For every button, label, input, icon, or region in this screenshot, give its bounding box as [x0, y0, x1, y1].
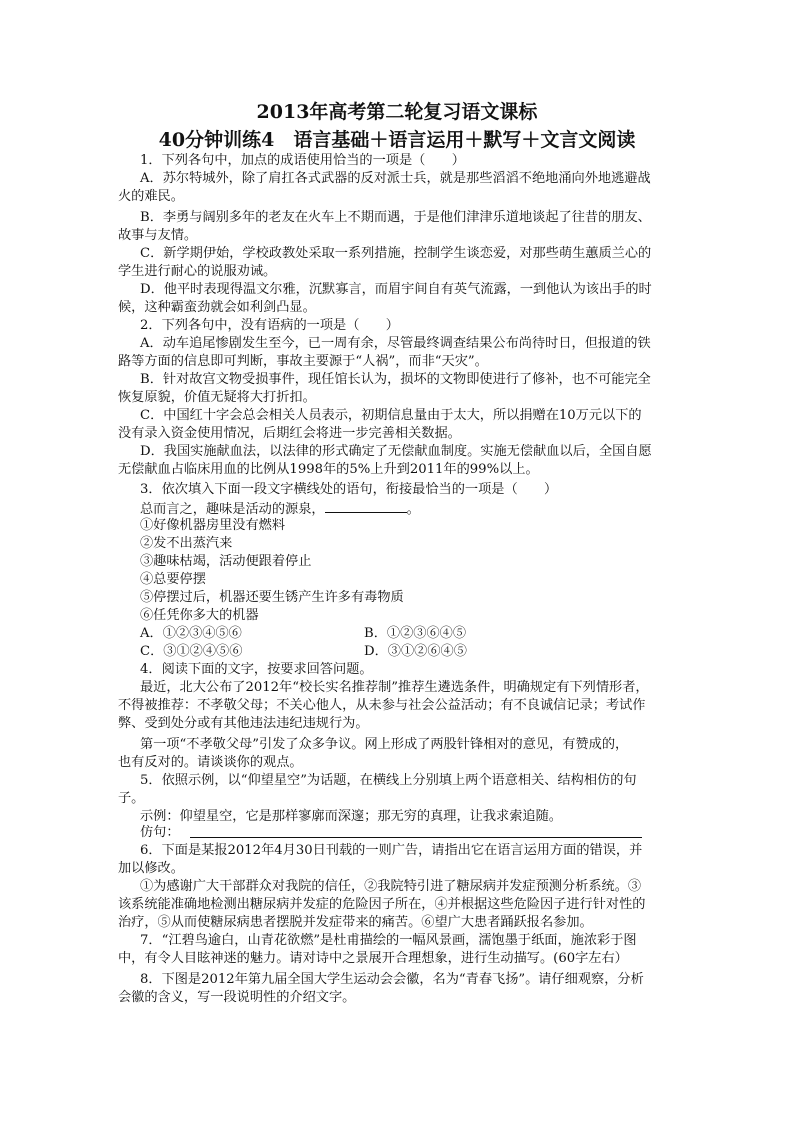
q7-stem: 7．“江碧鸟逾白，山青花欲燃”是杜甫描绘的一幅风景画，濡饱墨于纸面，施浓彩于图: [140, 933, 637, 948]
document-title: 2013年高考第二轮复习语文课标: [256, 101, 538, 123]
q2-option-b: B．针对故宫文物受损事件，现任馆长认为，损坏的文物即使进行了修补，也不可能完全: [140, 372, 651, 387]
q3-passage-end: 。: [406, 502, 420, 517]
q3-option-a: A．①②③④⑤⑥: [140, 626, 242, 641]
q3-item-4: ④总要停摆: [140, 572, 206, 587]
q2-option-d-cont: 无偿献血占临床用血的比例从1998年的5%上升到2011年的99%以上。: [118, 462, 539, 477]
q4-passage-4: 第一项“不孝敬父母”引发了众多争议。网上形成了两股针锋相对的意见，有赞成的，: [140, 737, 629, 752]
q1-option-a: A．苏尔特城外，除了肩扛各式武器的反对派士兵，就是那些滔滔不绝地涌向外地逃避战: [140, 171, 651, 186]
answer-blank: [325, 499, 407, 513]
q3-option-c: C．③①②④⑤⑥: [140, 644, 243, 659]
q3-passage-text: 总而言之，趣味是活动的源泉，: [140, 502, 325, 517]
q2-option-d: D．我国实施献血法，以法律的形式确定了无偿献血制度。实施无偿献血以后，全国自愿: [140, 444, 652, 459]
q4-passage-3: 弊、受到处分或有其他违法违纪违规行为。: [118, 716, 369, 731]
q6-ad-2: 该系统能准确地检测出糖尿病并发症的危险因子所在，④并根据这些危险因子进行针对性的: [118, 897, 646, 912]
q2-option-c-cont: 没有录入资金使用情况，后期红会将进一步完善相关数据。: [118, 426, 461, 441]
q5-stem-cont: 子。: [118, 791, 145, 806]
q3-stem: 3．依次填入下面一段文字横线处的语句，衔接最恰当的一项是（ ）: [140, 482, 558, 497]
q2-option-a: A．动车追尾惨剧发生至今，已一周有余，尽管最终调查结果公布尚待时日，但报道的铁: [140, 336, 651, 351]
q8-stem-cont: 会徽的含义，写一段说明性的介绍文字。: [118, 990, 356, 1005]
q5-stem: 5．依照示例，以“仰望星空”为话题，在横线上分别填上两个语意相关、结构相仿的句: [140, 773, 637, 788]
q8-stem: 8．下图是2012年第九届全国大学生运动会会徽，名为“青春飞扬”。请仔细观察，分析: [140, 972, 644, 987]
q3-item-5: ⑤停摆过后，机器还要生锈产生许多有毒物质: [140, 590, 404, 605]
q3-item-3: ③趣味枯竭，活动便跟着停止: [140, 554, 312, 569]
q1-option-d: D．他平时表现得温文尔雅，沉默寡言，而眉宇间自有英气流露，一到他认为该出手的时: [140, 282, 652, 297]
q2-stem: 2．下列各句中，没有语病的一项是（ ）: [140, 318, 399, 333]
q1-option-c-cont: 学生进行耐心的说服劝诫。: [118, 264, 277, 279]
q2-option-c: C．中国红十字会总会相关人员表示，初期信息量由于太大，所以捐赠在10万元以下的: [140, 408, 642, 423]
document-subtitle: 40分钟训练4 语言基础＋语言运用＋默写＋文言文阅读: [158, 129, 636, 151]
q7-stem-cont: 中，有令人目眩神迷的魅力。请对诗中之景展开合理想象，进行生动描写。(60字左右）: [118, 951, 628, 966]
q3-item-6: ⑥任凭你多大的机器: [140, 608, 259, 623]
q4-stem: 4．阅读下面的文字，按要求回答问题。: [140, 662, 373, 677]
q1-option-b-cont: 故事与友情。: [118, 228, 198, 243]
q6-ad-3: 治疗，⑤从而使糖尿病患者摆脱并发症带来的痛苦。⑥望广大患者踊跃报名参加。: [118, 915, 593, 930]
q3-option-b: B．①②③⑥④⑤: [364, 626, 467, 641]
q1-option-d-cont: 候，这种霸蛮劲就会如利剑凸显。: [118, 300, 316, 315]
q5-example: 示例：仰望星空，它是那样寥廓而深邃；那无穷的真理，让我求索追随。: [140, 809, 562, 824]
answer-line: [190, 836, 642, 838]
q4-passage-2: 不得被推荐：不孝敬父母；不关心他人，从未参与社会公益活动；有不良诚信记录；考试作: [118, 698, 646, 713]
q4-passage-5: 也有反对的。请谈谈你的观点。: [118, 755, 303, 770]
q6-stem-cont: 加以修改。: [118, 861, 184, 876]
q6-ad-1: ①为感谢广大干部群众对我院的信任，②我院特引进了糖尿病并发症预测分析系统。③: [140, 879, 642, 894]
q3-item-1: ①好像机器房里没有燃料: [140, 518, 286, 533]
q5-imitation-label: 仿句：: [140, 825, 180, 840]
q1-option-c: C．新学期伊始，学校政教处采取一系列措施，控制学生谈恋爱，对那些萌生蕙质兰心的: [140, 246, 652, 261]
q2-option-b-cont: 恢复原貌，价值无疑将大打折扣。: [118, 390, 316, 405]
q1-option-a-cont: 火的难民。: [118, 189, 184, 204]
q6-stem: 6．下面是某报2012年4月30日刊载的一则广告，请指出它在语言运用方面的错误，并: [140, 843, 643, 858]
q2-option-a-cont: 路等方面的信息即可判断，事故主要源于“人祸”，而非“天灾”。: [118, 354, 488, 369]
q1-option-b: B．李勇与阔别多年的老友在火车上不期而遇，于是他们津津乐道地谈起了往昔的朋友、: [140, 210, 651, 225]
q1-stem: 1．下列各句中，加点的成语使用恰当的一项是（ ）: [140, 153, 465, 168]
q4-passage-1: 最近，北大公布了2012年“校长实名推荐制”推荐生遴选条件，明确规定有下列情形者，: [140, 680, 649, 695]
q3-item-2: ②发不出蒸汽来: [140, 536, 233, 551]
q3-option-d: D．③①②⑥④⑤: [364, 644, 467, 659]
q3-passage: [140, 499, 420, 519]
